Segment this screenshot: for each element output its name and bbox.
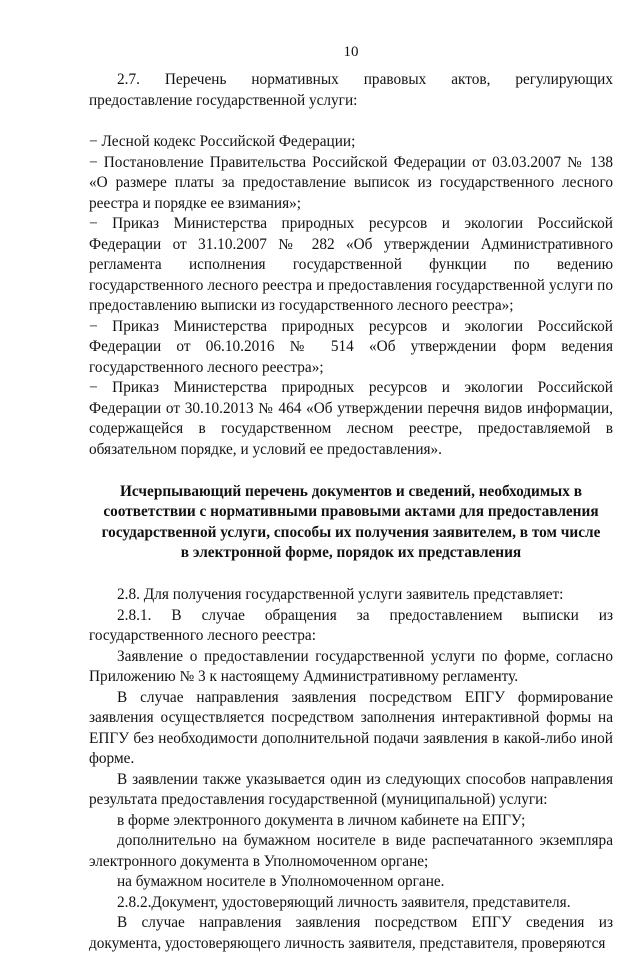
paragraph: 2.8.1. В случае обращения за предоставлением выписки из государственного лесного реестра: xyxy=(89,606,613,645)
paragraph: дополнительно на бумажном носителе в виде распечатанного экземпляра электронного документа в Уполномоченном органе; xyxy=(89,832,613,870)
paragraph: 2.8. Для получения государственной услуги заявитель представляет: xyxy=(117,586,564,604)
spacer xyxy=(89,563,613,585)
legal-act-item: − Лесной кодекс Российской Федерации; xyxy=(89,133,356,150)
legal-act-item: − Постановление Правительства Российской Федерации от 03.03.2007 № 138 «О размере платы за предоставление выписок из государственного лесного реестра и порядке ее взимания»; xyxy=(89,153,613,212)
document-body xyxy=(89,70,613,954)
paragraph: в форме электронного документа в личном кабинете на ЕПГУ; xyxy=(117,811,526,829)
section-2-7-title: 2.7. Перечень нормативных правовых актов, регулирующих предоставление государственной услуги: xyxy=(89,71,613,109)
paragraph: В случае направления заявления посредством ЕПГУ формирование заявления осуществляется посредством заполнения интерактивной формы на ЕПГУ без необходимости дополнительной подачи заявления в какой-либо иной форме. xyxy=(89,688,613,768)
legal-act-item: − Приказ Министерства природных ресурсов и экологии Российской Федерации от 30.10.2013 № 464 «Об утверждении перечня видов информации, содержащейся в государственном лесном реестре, предоставляемой в обязательном порядке, и условий ее предоставления». xyxy=(89,379,613,458)
paragraph: В случае направления заявления посредством ЕПГУ сведения из документа, удостоверяющего личность заявителя, представителя, проверяются xyxy=(89,914,613,952)
legal-act-item: − Приказ Министерства природных ресурсов и экологии Российской Федерации от 06.10.2016 № 514 «Об утверждении форм ведения государственного лесного реестра»; xyxy=(89,317,613,376)
legal-act-item: − Приказ Министерства природных ресурсов и экологии Российской Федерации от 31.10.2007 № 282 «Об утверждении Административного регламента исполнения государственной функции по ведению государственного лесного реестра и предоставления государственной услуги по предоставлению выписки из государственного лесного реестра»; xyxy=(89,215,613,314)
spacer xyxy=(89,111,613,132)
spacer xyxy=(89,460,613,482)
page-number: 10 xyxy=(343,44,359,60)
section-heading: Исчерпывающий перечень документов и сведений, необходимых в соответствии с нормативными правовыми актами для предоставления государственной услуги, способы их получения заявителем, в том числе в электронной форме, порядок их представления xyxy=(101,483,601,561)
paragraph: В заявлении также указывается один из следующих способов направления результата предоставления государственной (муниципальной) услуги: xyxy=(89,770,613,809)
document-page xyxy=(89,0,613,952)
paragraph: Заявление о предоставлении государственной услуги по форме, согласно Приложению № 3 к настоящему Административному регламенту. xyxy=(89,647,613,686)
paragraph: 2.8.2.Документ, удостоверяющий личность заявителя, представителя. xyxy=(117,893,571,911)
paragraph: на бумажном носителе в Уполномоченном органе. xyxy=(117,873,445,891)
